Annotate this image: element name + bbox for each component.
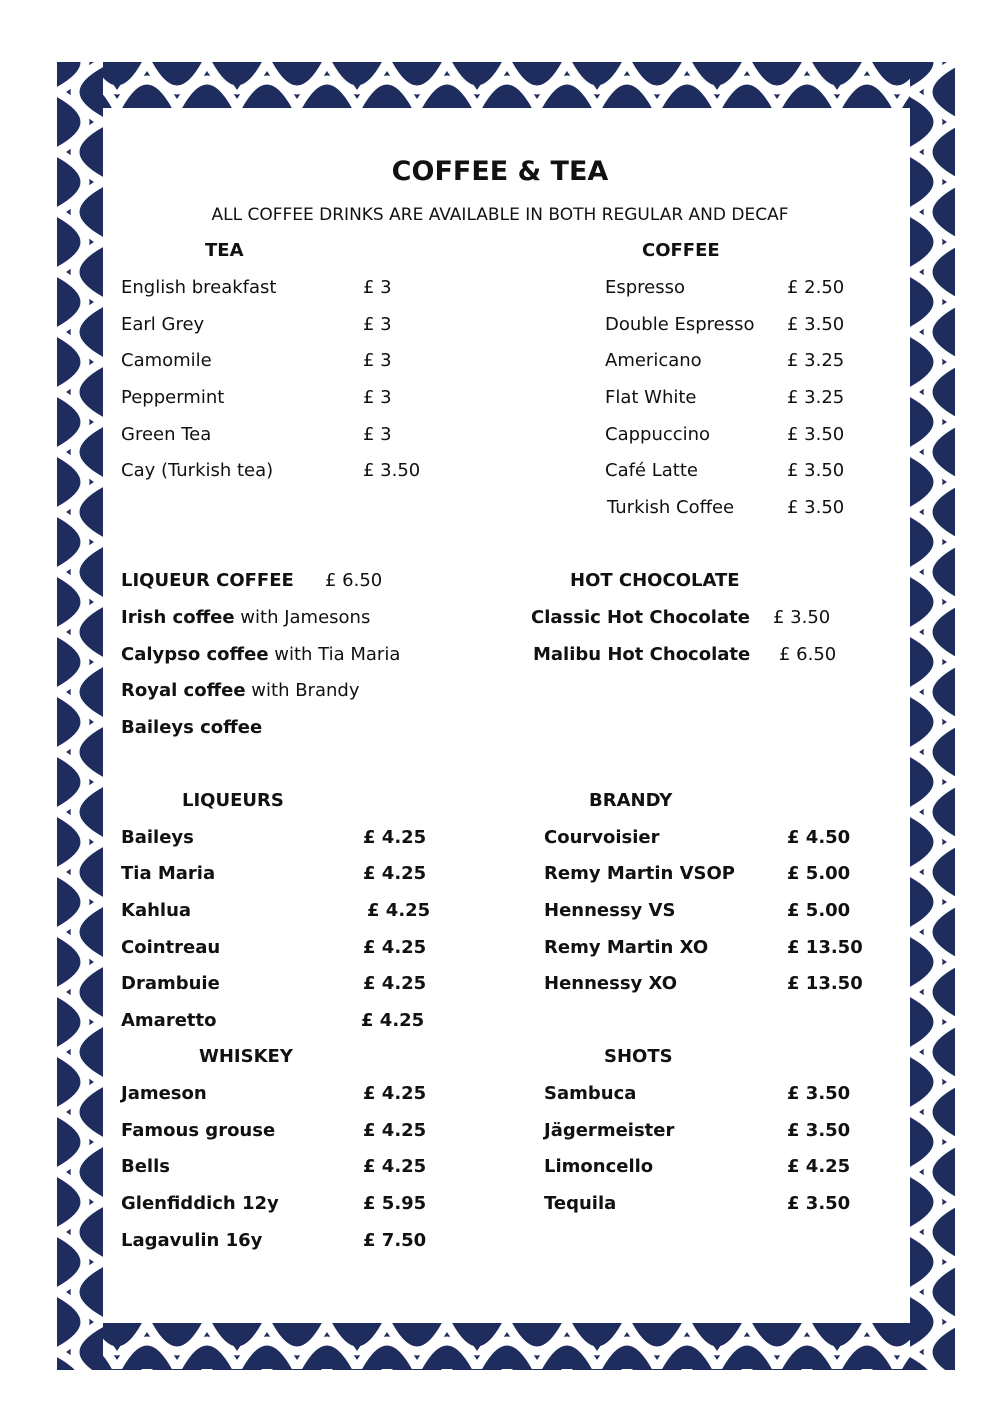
brandy-heading: BRANDY xyxy=(589,790,673,811)
border-top xyxy=(57,62,955,108)
item-name: Classic Hot Chocolate xyxy=(531,607,750,628)
item-name: Baileys coffee xyxy=(121,717,263,738)
page-title: COFFEE & TEA xyxy=(391,156,609,187)
tea-item-price: £ 3 xyxy=(363,350,392,371)
coffee-item-name: Café Latte xyxy=(605,460,698,481)
tea-item-name: Peppermint xyxy=(121,387,225,408)
item-name: Baileys xyxy=(121,827,194,848)
item-price: £ 4.25 xyxy=(363,827,427,848)
item-name: Drambuie xyxy=(121,973,220,994)
item-name: Hennessy VS xyxy=(544,900,676,921)
liqueur-coffee-heading: LIQUEUR COFFEE xyxy=(121,570,294,591)
tea-item-price: £ 3.50 xyxy=(363,460,421,481)
item-price: £ 3.50 xyxy=(787,1120,851,1141)
coffee-heading: COFFEE xyxy=(642,240,720,261)
item-name: Jägermeister xyxy=(544,1120,675,1141)
item-price: £ 3.50 xyxy=(787,1083,851,1104)
tea-heading: TEA xyxy=(205,240,244,261)
item-price: £ 7.50 xyxy=(363,1230,427,1251)
item-price: £ 5.00 xyxy=(787,900,851,921)
coffee-item-price: £ 3.25 xyxy=(787,350,845,371)
item-name: Cointreau xyxy=(121,937,221,958)
item-price: £ 4.25 xyxy=(363,863,427,884)
border-bottom xyxy=(57,1323,955,1370)
item-name: Sambuca xyxy=(544,1083,637,1104)
item-name: Amaretto xyxy=(121,1010,217,1031)
lattice-pattern-icon xyxy=(57,1323,955,1370)
coffee-item-price: £ 3.50 xyxy=(787,314,845,335)
item-name: Tequila xyxy=(544,1193,617,1214)
item-detail: with Brandy xyxy=(245,680,360,701)
item-price: £ 6.50 xyxy=(779,644,837,665)
list-item xyxy=(121,607,370,628)
item-name: Royal coffee xyxy=(121,680,246,701)
tea-item-price: £ 3 xyxy=(363,424,392,445)
hot-chocolate-heading: HOT CHOCOLATE xyxy=(570,570,740,591)
item-price: £ 4.25 xyxy=(363,937,427,958)
item-name: Remy Martin VSOP xyxy=(544,863,736,884)
border-right xyxy=(910,62,955,1370)
item-price: £ 4.25 xyxy=(367,900,431,921)
tea-item-name: Green Tea xyxy=(121,424,212,445)
lattice-pattern-icon xyxy=(57,62,955,108)
lattice-pattern-icon xyxy=(57,62,103,1370)
item-detail: with Tia Maria xyxy=(268,644,401,665)
lattice-pattern-icon xyxy=(910,62,955,1370)
item-price: £ 4.25 xyxy=(787,1156,851,1177)
item-name: Famous grouse xyxy=(121,1120,276,1141)
liqueurs-heading: LIQUEURS xyxy=(182,790,284,811)
item-price: £ 4.25 xyxy=(361,1010,425,1031)
coffee-item-price: £ 2.50 xyxy=(787,277,845,298)
item-name: Remy Martin XO xyxy=(544,937,709,958)
tea-item-name: Cay (Turkish tea) xyxy=(121,460,274,481)
item-name: Tia Maria xyxy=(121,863,216,884)
item-price: £ 3.50 xyxy=(773,607,831,628)
item-name: Hennessy XO xyxy=(544,973,678,994)
item-name: Limoncello xyxy=(544,1156,654,1177)
item-name: Calypso coffee xyxy=(121,644,269,665)
item-price: £ 3.50 xyxy=(787,1193,851,1214)
item-name: Courvoisier xyxy=(544,827,660,848)
coffee-item-name: Espresso xyxy=(605,277,686,298)
item-price: £ 13.50 xyxy=(787,937,863,958)
item-price: £ 4.50 xyxy=(787,827,851,848)
coffee-item-name: Cappuccino xyxy=(605,424,711,445)
item-name: Bells xyxy=(121,1156,170,1177)
item-name: Irish coffee xyxy=(121,607,235,628)
item-price: £ 4.25 xyxy=(363,1083,427,1104)
coffee-item-name: Americano xyxy=(605,350,702,371)
item-price: £ 4.25 xyxy=(363,973,427,994)
list-item xyxy=(121,644,400,665)
tea-item-name: English breakfast xyxy=(121,277,277,298)
item-detail: with Jamesons xyxy=(234,607,371,628)
item-price: £ 13.50 xyxy=(787,973,863,994)
whiskey-heading: WHISKEY xyxy=(199,1046,293,1067)
item-name: Kahlua xyxy=(121,900,192,921)
page-subtitle: ALL COFFEE DRINKS ARE AVAILABLE IN BOTH REGULAR AND DECAF xyxy=(211,205,789,225)
item-name: Glenfiddich 12y xyxy=(121,1193,279,1214)
item-price: £ 4.25 xyxy=(363,1156,427,1177)
tea-item-name: Earl Grey xyxy=(121,314,205,335)
list-item xyxy=(121,717,262,738)
item-price: £ 5.00 xyxy=(787,863,851,884)
tea-item-name: Camomile xyxy=(121,350,212,371)
coffee-item-name: Flat White xyxy=(605,387,697,408)
coffee-item-name: Double Espresso xyxy=(605,314,755,335)
item-price: £ 5.95 xyxy=(363,1193,427,1214)
border-left xyxy=(57,62,103,1370)
tea-item-price: £ 3 xyxy=(363,314,392,335)
coffee-item-price: £ 3.50 xyxy=(787,460,845,481)
item-name: Lagavulin 16y xyxy=(121,1230,263,1251)
liqueur-coffee-price: £ 6.50 xyxy=(325,570,383,591)
shots-heading: SHOTS xyxy=(604,1046,673,1067)
list-item xyxy=(121,680,359,701)
coffee-item-price: £ 3.50 xyxy=(787,497,845,518)
tea-item-price: £ 3 xyxy=(363,387,392,408)
item-name: Jameson xyxy=(121,1083,207,1104)
item-price: £ 4.25 xyxy=(363,1120,427,1141)
coffee-item-price: £ 3.25 xyxy=(787,387,845,408)
coffee-item-price: £ 3.50 xyxy=(787,424,845,445)
tea-item-price: £ 3 xyxy=(363,277,392,298)
coffee-item-name: Turkish Coffee xyxy=(607,497,735,518)
item-name: Malibu Hot Chocolate xyxy=(533,644,751,665)
